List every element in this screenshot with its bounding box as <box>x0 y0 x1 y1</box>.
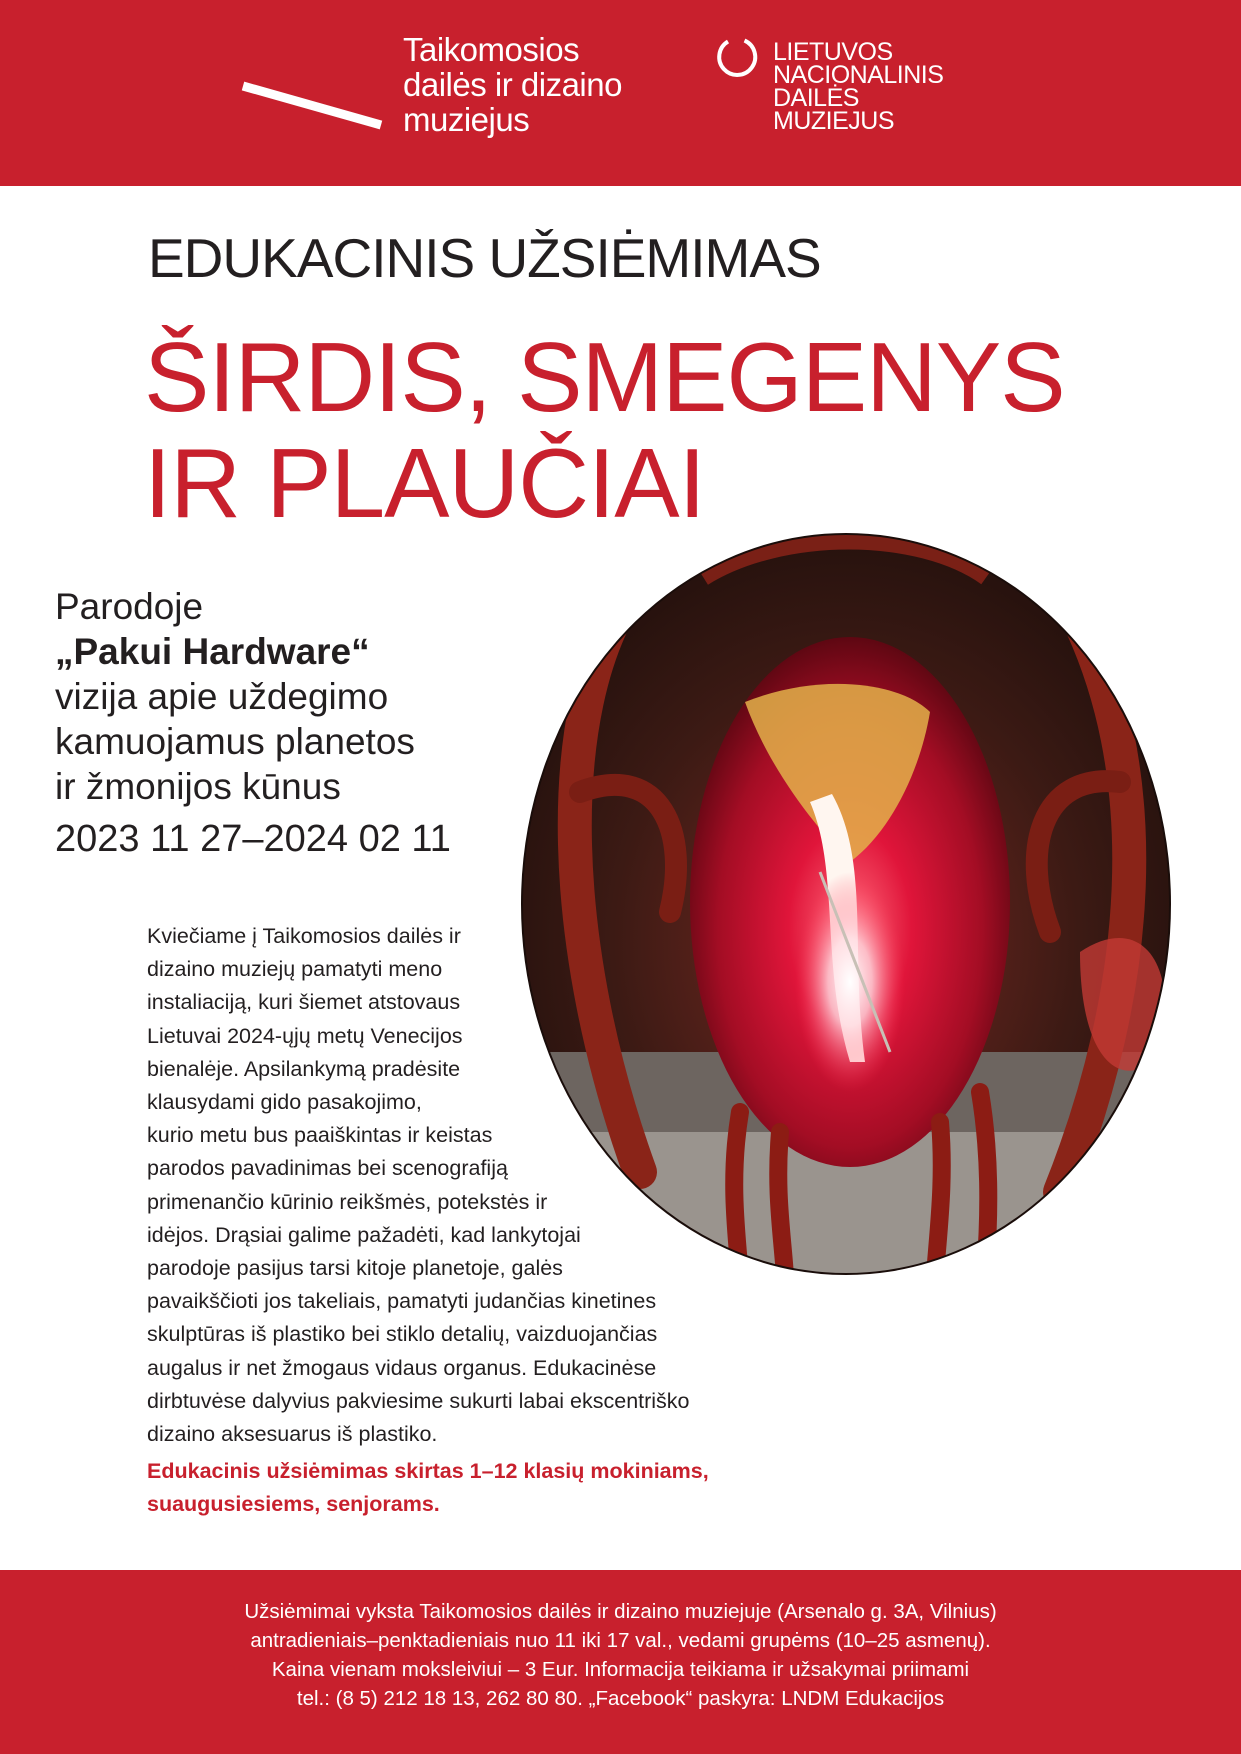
audience-note <box>147 1455 709 1521</box>
museum-logo-line: dailės ir dizaino <box>403 66 622 103</box>
description-line: kurio metu bus paaiškintas ir keistas <box>147 1123 493 1148</box>
national-logo-line: LIETUVOS <box>773 38 893 66</box>
event-title <box>144 324 1065 536</box>
ring-logo-icon <box>716 36 760 80</box>
description-line: instaliaciją, kuri šiemet atstovaus <box>147 990 461 1015</box>
intro-line: ir žmonijos kūnus <box>55 766 341 807</box>
description-line: primenančio kūrinio reikšmės, potekstės ir <box>147 1189 548 1214</box>
intro-line: kamuojamus planetos <box>55 721 415 762</box>
national-logo-line: MUZIEJUS <box>773 107 894 135</box>
description-line: pavaikščioti jos takeliais, pamatyti judančias kinetines <box>147 1289 657 1314</box>
event-type-label: EDUKACINIS UŽSIĖMIMAS <box>148 227 821 289</box>
description-line: klausydami gido pasakojimo, <box>147 1090 422 1115</box>
museum-logo-line: muziejus <box>403 101 530 138</box>
description-line: augalus ir net žmogaus vidaus organus. Edukacinėse <box>147 1355 657 1380</box>
national-museum-logo <box>773 38 944 135</box>
title-line: IR PLAUČIAI <box>144 428 705 538</box>
description-line: bienalėje. Apsilankymą pradėsite <box>147 1056 461 1081</box>
description-line: idėjos. Drąsiai galime pažadėti, kad lankytojai <box>147 1222 581 1247</box>
audience-line: Edukacinis užsiėmimas skirtas 1–12 klasių mokiniams, <box>147 1459 709 1483</box>
exhibition-dates: 2023 11 27–2024 02 11 <box>55 818 451 860</box>
footer-line: Kaina vienam moksleiviui – 3 Eur. Informacija teikiama ir užsakymai priimami <box>271 1658 970 1681</box>
title-line: ŠIRDIS, SMEGENYS <box>144 322 1065 432</box>
description-line: parodoje pasijus tarsi kitoje planetoje, galės <box>147 1256 563 1281</box>
museum-logo <box>403 32 622 137</box>
footer-info <box>0 1597 1241 1713</box>
description-text <box>147 920 690 1451</box>
footer-line: Užsiėmimai vyksta Taikomosios dailės ir dizaino muziejuje (Arsenalo g. 3A, Vilnius) <box>244 1600 997 1623</box>
footer-line: tel.: (8 5) 212 18 13, 262 80 80. „Facebook“ paskyra: LNDM Edukacijos <box>296 1687 945 1710</box>
exhibition-name: „Pakui Hardware“ <box>55 631 370 672</box>
exhibition-intro <box>55 584 451 862</box>
description-line: dizaino muziejų pamatyti meno <box>147 957 443 982</box>
description-line: Kviečiame į Taikomosios dailės ir <box>147 924 461 948</box>
intro-line: vizija apie uždegimo <box>55 676 389 717</box>
description-line: skulptūras iš plastiko bei stiklo detalių, vaizduojančias <box>147 1322 658 1347</box>
audience-line: suaugusiesiems, senjorams. <box>147 1492 440 1517</box>
national-logo-line: NACIONALINIS <box>773 61 944 89</box>
description-line: parodos pavadinimas bei scenografiją <box>147 1156 508 1181</box>
museum-logo-line: Taikomosios <box>403 31 580 68</box>
footer-line: antradieniais–penktadieniais nuo 11 iki 17 val., vedami grupėms (10–25 asmenų). <box>250 1629 991 1652</box>
description-line: dirbtuvėse dalyvius pakviesime sukurti labai ekscentriško <box>147 1388 690 1413</box>
intro-line: Parodoje <box>55 586 204 627</box>
national-logo-line: DAILĖS <box>773 84 859 112</box>
description-line: Lietuvai 2024-ųjų metų Venecijos <box>147 1023 463 1048</box>
description-line: dizaino aksesuarus iš plastiko. <box>147 1422 438 1447</box>
